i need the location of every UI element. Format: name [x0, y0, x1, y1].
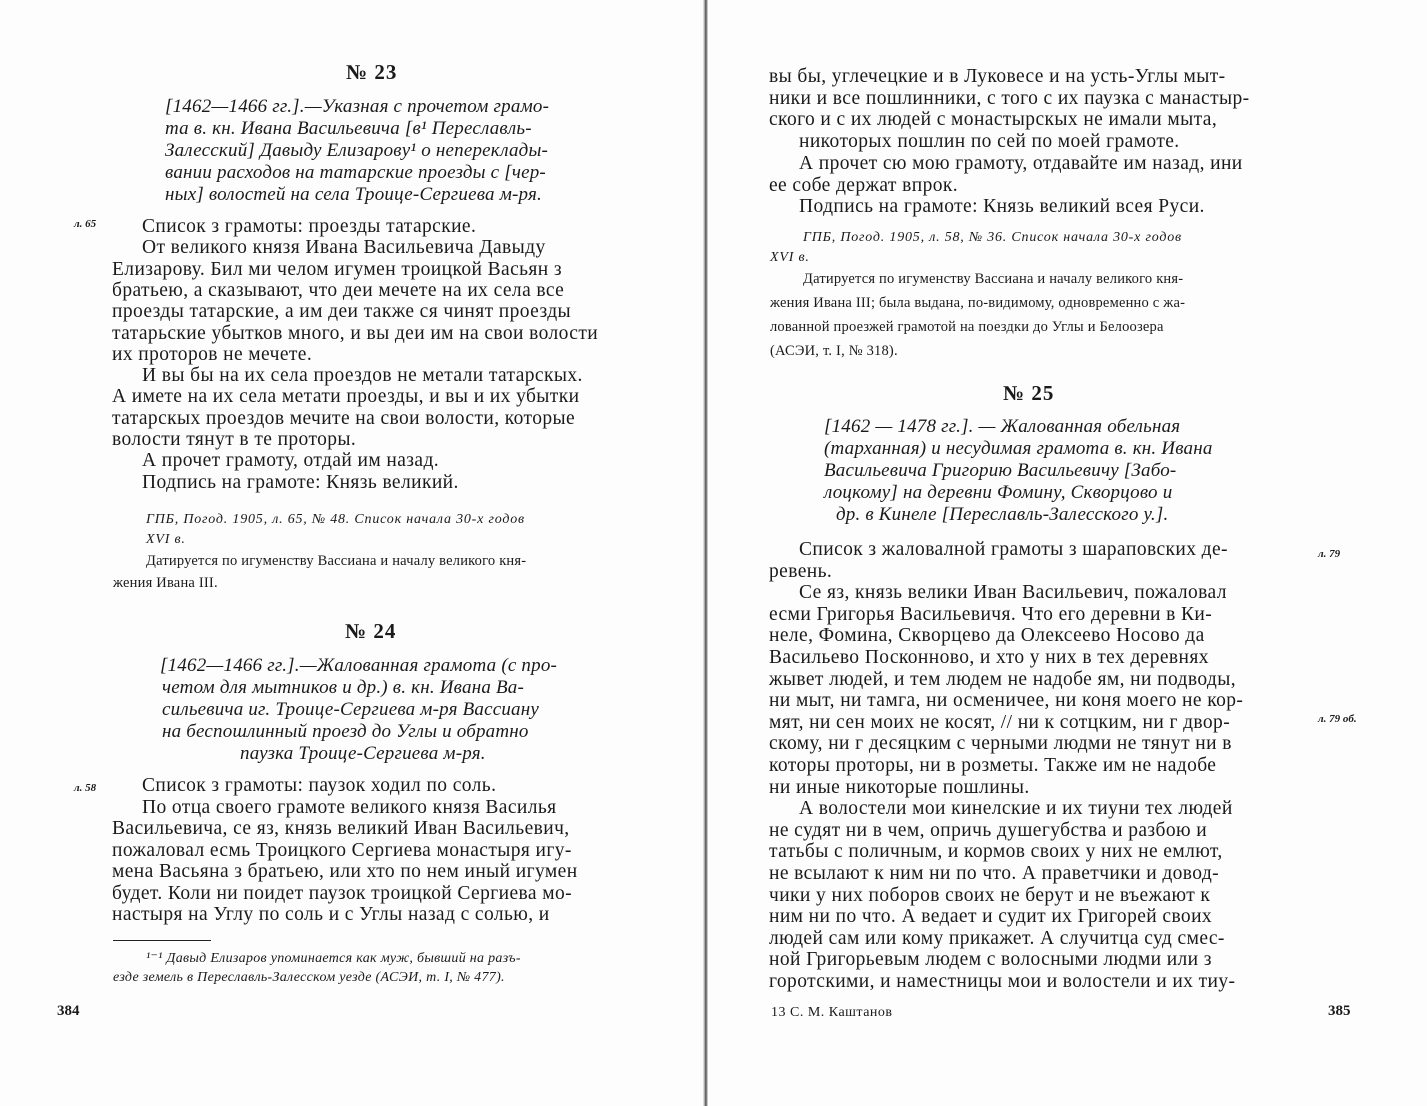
body-line: Подпись на грамоте: Князь великий всея Руси.: [799, 196, 1205, 218]
body-line: жывет людей, и тем людем не надобе ям, ни подводы,: [769, 668, 1237, 690]
footnote-line: ¹⁻¹ Давыд Елизаров упоминается как муж, бывший на разъ-: [146, 951, 521, 966]
body-line: Се яз, князь велики Иван Васильевич, пожаловал: [799, 582, 1227, 604]
body-line: Васильевича, се яз, князь великий Иван Васильевич,: [112, 818, 570, 839]
body-line: мена Васьяна з братьею, или хто по нем иный игумен: [112, 861, 578, 882]
body-line: От великого князя Ивана Васильевича Давыду: [142, 237, 546, 259]
summary-line: та в. кн. Ивана Васильевича [в¹ Переславль-: [165, 118, 532, 139]
summary-line: лоцкому] на деревни Фомину, Скворцово и: [824, 482, 1173, 503]
body-line: ни иные никоторые пошлины.: [769, 776, 1030, 798]
body-line: которы проторы, ни в розметы. Также им не надобе: [769, 755, 1217, 776]
body-line: волости тянут в те проторы.: [112, 429, 357, 450]
body-line: татарскых проездов мечите на свои волости, которые: [112, 407, 576, 429]
left-page: [0, 0, 706, 1106]
body-line: ной Григорьевым людем с волосными людми или з: [769, 949, 1212, 971]
body-line: неле, Фомина, Скворцево да Олексеево Носово да: [769, 625, 1205, 647]
summary-line: [1462—1466 гг.].—Жалованная грамота (с про-: [160, 655, 558, 676]
summary-line: на беспошлинный проезд до Углы и обратно: [162, 721, 529, 742]
body-line: татьбы с поличным, и кормов своих у них не емлют,: [769, 841, 1223, 863]
doc25-margin-note-2: л. 79 об.: [1318, 713, 1357, 725]
summary-line: (тарханная) и несудимая грамота в. кн. Ивана: [824, 438, 1213, 459]
doc24-number: № 24: [345, 619, 397, 643]
body-line: ники и все пошлинники, с того с их паузка с манастыр-: [769, 87, 1250, 109]
note-line: Датируется по игуменству Вассиана и началу великого кня-: [146, 553, 527, 569]
body-line: А прочет грамоту, отдай им назад.: [142, 450, 440, 472]
summary-line: четом для мытников и др.) в. кн. Ивана Ва-: [162, 677, 524, 698]
summary-line: ных] волостей на села Троице-Сергиева м-ря.: [165, 184, 542, 205]
body-line: их проторов не мечете.: [112, 343, 313, 365]
doc25-margin-note-1: л. 79: [1318, 548, 1341, 560]
body-line: ее собе держат впрок.: [769, 174, 959, 196]
body-line: Подпись на грамоте: Князь великий.: [142, 471, 459, 493]
summary-line: др. в Кинеле [Переславль-Залесского у.].: [836, 504, 1169, 525]
body-line: не судят ни в чем, опричь душегубства и разбою и: [769, 819, 1208, 841]
body-line: А волостели мои кинелские и их тиуни тех людей: [799, 798, 1233, 820]
book-gutter: [703, 0, 708, 1106]
body-line: Список з грамоты: проезды татарские.: [142, 216, 477, 237]
body-line: братьею, а сказывают, что деи мечете на их села все: [112, 279, 565, 301]
body-line: ского и с их людей с монастырскых не имали мыта,: [769, 109, 1218, 131]
note-line: жения Ивана III; была выдана, по-видимому, одновременно с жа-: [770, 295, 1186, 311]
summary-line: Залесский] Давыду Елизарову¹ о непереклады-: [165, 140, 549, 161]
body-line: людей сам или кому прикажет. А случитца суд смес-: [769, 927, 1225, 949]
summary-line: [1462 — 1478 гг.]. — Жалованная обельная: [824, 416, 1181, 437]
note-line: (АСЭИ, т. I, № 318).: [770, 343, 898, 359]
source-line: XVI в.: [770, 250, 810, 265]
body-line: А имете на их села метати проезды, и вы и их убытки: [112, 386, 580, 408]
body-line: Елизарову. Бил ми челом игумен троицкой Васьян з: [112, 258, 562, 280]
body-line: Список з грамоты: паузок ходил по соль.: [142, 775, 497, 796]
body-line: А прочет сю мою грамоту, отдавайте им назад, ини: [799, 152, 1243, 174]
source-line: ГПБ, Погод. 1905, л. 58, № 36. Список начала 30-х годов: [803, 230, 1182, 245]
body-line: И вы бы на их села проездов не метали татарскых.: [142, 365, 583, 387]
body-line: будет. Коли ни поидет паузок троицкой Сергиева мо-: [112, 882, 573, 904]
body-line: пожаловал есмь Троицкого Сергиева монастыря игу-: [112, 839, 572, 861]
body-line: вы бы, углечецкие и в Луковесе и на усть-Углы мыт-: [769, 66, 1226, 87]
body-line: мят, ни сен моих не косят, // ни к сотцким, ни г двор-: [769, 711, 1231, 733]
body-line: горотскими, и наместницы мои и волостели и их тиу-: [769, 971, 1236, 992]
body-line: никоторых пошлин по сей по моей грамоте.: [799, 131, 1180, 153]
summary-line: [1462—1466 гг.].—Указная с прочетом грамо-: [165, 96, 550, 117]
body-line: ни мыт, ни тамга, ни осменичее, ни коня моего не кор-: [769, 690, 1244, 712]
note-line: Датируется по игуменству Вассиана и началу великого кня-: [803, 271, 1184, 287]
body-line: По отца своего грамоте великого князя Василья: [142, 796, 557, 818]
summary-line: паузка Троице-Сергиева м-ря.: [240, 743, 486, 764]
body-line: Список з жаловалной грамоты з шарaповских де-: [799, 539, 1228, 560]
body-line: Васильево Посконново, и хто у них в тех деревнях: [769, 647, 1209, 668]
body-line: не всылают к ним ни по что. А праветчики и довод-: [769, 863, 1220, 884]
summary-line: вании расходов на татарские проезды с [чер-: [165, 162, 546, 183]
source-line: XVI в.: [146, 532, 186, 547]
note-line: лованной проезжей грамотой на поездки до Углы и Белоозера: [770, 319, 1164, 335]
page-number-left: 384: [57, 1003, 80, 1019]
doc25-number: № 25: [1003, 381, 1055, 405]
note-line: жения Ивана III.: [113, 575, 218, 591]
body-line: чики у них поборов своих не берут и не въежают к: [769, 884, 1211, 906]
page-number-right: 385: [1328, 1003, 1351, 1019]
body-line: настыря на Углу по соль и с Углы назад с солью, и: [112, 904, 550, 925]
footnote-line: езде земель в Переславль-Залесском уезде (АСЭИ, т. I, № 477).: [113, 970, 505, 985]
doc23-margin-note: л. 65: [74, 218, 97, 230]
doc23-number: № 23: [346, 60, 398, 84]
source-line: ГПБ, Погод. 1905, л. 65, № 48. Список начала 30-х годов: [146, 512, 525, 527]
footnote-rule: [113, 940, 211, 941]
body-line: ревень.: [769, 560, 833, 582]
doc24-margin-note: л. 58: [74, 782, 97, 794]
body-line: проезды татарские, а им деи также ся чинят проезды: [112, 301, 572, 323]
body-line: татарьские убытков много, и вы деи им на свои волости: [112, 322, 599, 344]
right-page: [710, 0, 1427, 1106]
body-line: скому, ни г десяцким с черными людми не тянут ни в: [769, 733, 1232, 755]
running-footer: 13 С. М. Каштанов: [771, 1005, 893, 1020]
body-line: ним ни по что. А ведает и судит их Григорей своих: [769, 906, 1213, 928]
summary-line: сильевича иг. Троице-Сергиева м-ря Вассиану: [162, 699, 540, 720]
summary-line: Васильевича Григорию Васильевичу [Забо-: [824, 460, 1177, 481]
body-line: есми Григорья Васильевичя. Что его деревни в Ки-: [769, 603, 1213, 625]
